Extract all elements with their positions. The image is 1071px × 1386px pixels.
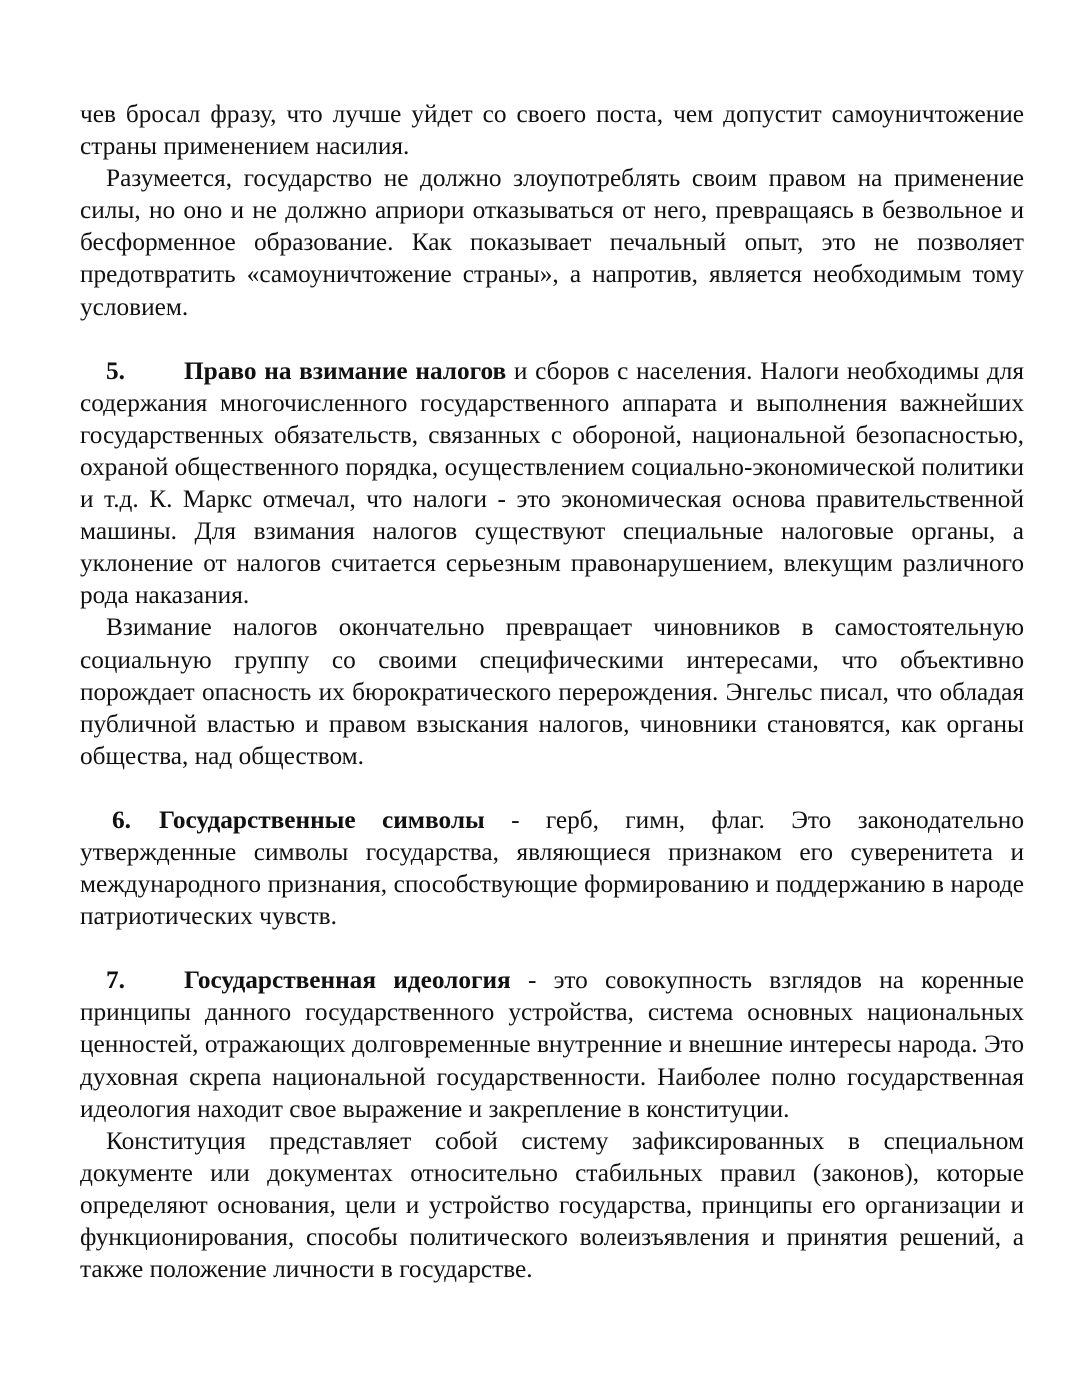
item-term: Право на взимание налогов [184,356,507,385]
item-symbols [80,804,1024,932]
item-taxes [80,355,1024,612]
item-number: 5. [106,356,125,385]
item-term: Государственные символы [159,805,485,834]
item-text: - герб, гимн, флаг. Это законодательно утвержденные символы государства, являющиеся признаком его суверенитета и международного признания, способствующие формированию и поддержанию в народе патриотических чувств. [80,805,1024,931]
section-gap [80,772,1024,804]
item-term: Государственная идеология [184,966,511,995]
paragraph-force: Разумеется, государство не должно злоупотреблять своим правом на применение силы, но оно и не должно априори отказываться от него, превращаясь в безвольное и бесформенное образование. Как показывает печальный опыт, это не позволяет предотвратить «самоуничтожение страны», а напротив, является необходимым тому условием. [80,164,1024,321]
paragraph-bureaucracy: Взимание налогов окончательно превращает чиновников в самостоятельную социальную группу со своими специфическими интересами, что объективно порождает опасность их бюрократического перерождения. Энгельс писал, что обладая публичной властью и правом взыскания налогов, чиновники становятся, как органы общества, над обществом. [80,613,1024,770]
item-text: - это совокупность взглядов на коренные принципы данного государственного устройства, система основных национальных ценностей, отражающих долговременные внутренние и внешние интересы народа. Это духовная скрепа национальной государственности. Наиболее полно государственная идеология находит свое выражение и закрепление в конституции. [80,966,1025,1123]
item-text: и сборов с населения. Налоги необходимы для содержания многочисленного государственного аппарата и выполнения важнейших государственных обязательств, связанных с обороной, национальной безопасностью, охраной общественного порядка, осуществлением социально-экономической политики и т.д. К. Маркс отмечал, что налоги - это экономическая основа правительственной машины. Для взимания налогов существуют специальные налоговые органы, а уклонение от налогов считается серьезным правонарушением, влекущим различного рода наказания. [80,356,1024,610]
document-page [80,98,1024,1285]
section-gap [80,932,1024,964]
item-number: 7. [106,966,125,995]
item-number: 6. [112,805,131,834]
section-gap [80,323,1024,355]
paragraph-constitution: Конституция представляет собой систему зафиксированных в специальном документе или документах относительно стабильных правил (законов), которые определяют основания, цели и устройство государства, принципы его организации и функционирования, способы политического волеизъявления и принятия решений, а также положение личности в государстве. [80,1126,1024,1284]
paragraph-continuation: чев бросал фразу, что лучше уйдет со своего поста, чем допустит самоуничтожение страны применением насилия. [80,100,1024,161]
item-ideology [80,964,1024,1124]
